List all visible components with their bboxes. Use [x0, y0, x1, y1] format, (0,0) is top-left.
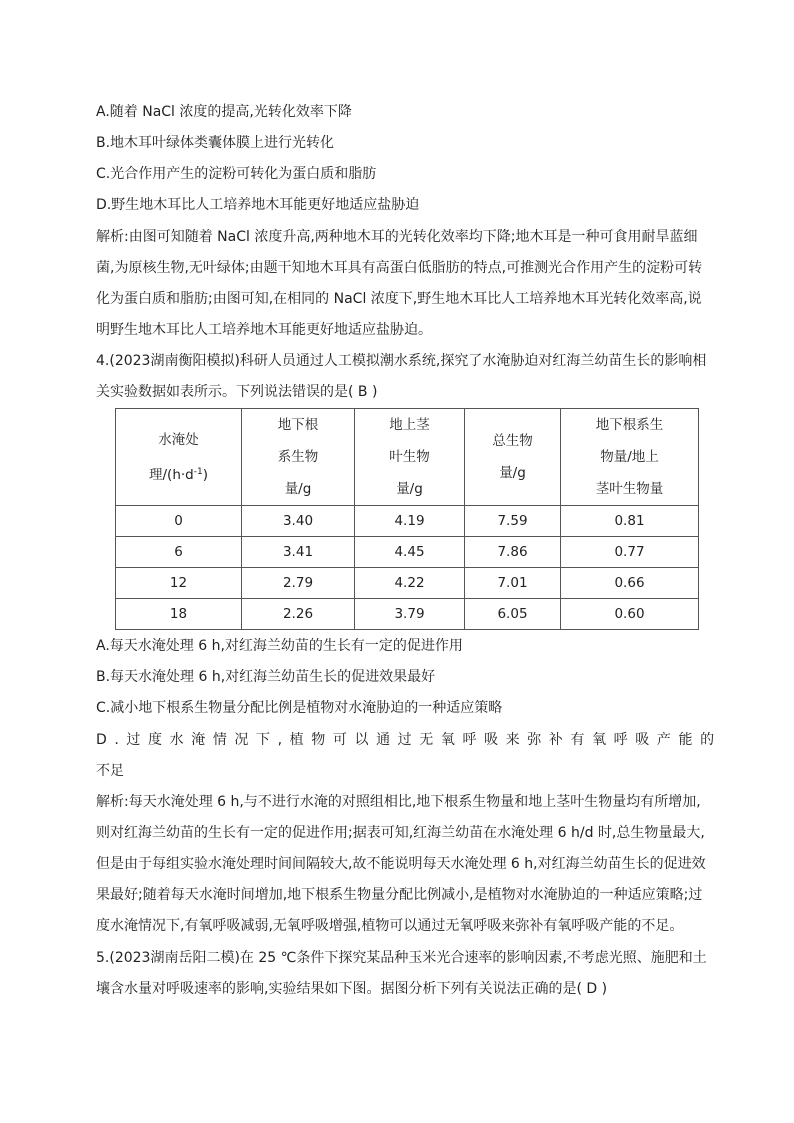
header-line: 总生物	[492, 433, 533, 449]
header-line: 地下根系生	[595, 417, 664, 433]
table-cell: 2.79	[242, 568, 355, 599]
q3-analysis-line: 菌,为原核生物,无叶绿体;由题干知地木耳具有高蛋白低脂肪的特点,可推测光合作用产生的淀粉可转	[96, 260, 703, 276]
table-cell: 6.05	[465, 599, 561, 630]
table-cell: 6	[116, 537, 242, 568]
table-cell: 3.40	[242, 506, 355, 537]
q4-option-c: C.减小地下根系生物量分配比例是植物对水淹胁迫的一种适应策略	[96, 700, 503, 716]
table-row	[116, 568, 699, 599]
header-superscript: -1	[193, 466, 203, 477]
q3-option-b: B.地木耳叶绿体类囊体膜上进行光转化	[96, 135, 335, 151]
q3-option-a: A.随着 NaCl 浓度的提高,光转化效率下降	[96, 104, 352, 120]
q4-analysis-line: 但是由于每组实验水淹处理时间间隔较大,故不能说明每天水淹处理 6 h,对红海兰幼苗生长的促进效	[96, 856, 706, 872]
table-header-cell	[465, 409, 561, 506]
header-line	[116, 456, 241, 491]
header-line: 茎叶生物量	[595, 481, 664, 497]
header-line: 量/g	[499, 465, 526, 481]
table-cell: 0	[116, 506, 242, 537]
table-header-cell	[242, 409, 355, 506]
table-row	[116, 506, 699, 537]
table-cell: 7.59	[465, 506, 561, 537]
table-cell: 4.45	[355, 537, 465, 568]
table-cell: 7.01	[465, 568, 561, 599]
q4-option-a: A.每天水淹处理 6 h,对红海兰幼苗的生长有一定的促进作用	[96, 638, 463, 654]
table-header-cell	[116, 409, 242, 506]
q4-analysis-line: 果最好;随着每天水淹时间增加,地下根系生物量分配比例减小,是植物对水淹胁迫的一种适应策略;过	[96, 887, 703, 903]
table-row	[116, 537, 699, 568]
table-cell: 12	[116, 568, 242, 599]
table-cell: 4.19	[355, 506, 465, 537]
header-line: 地上茎	[389, 417, 430, 433]
header-line: 量/g	[396, 481, 423, 497]
table-cell: 18	[116, 599, 242, 630]
table-header-row	[116, 409, 699, 506]
q4-analysis-line: 度水淹情况下,有氧呼吸减弱,无氧呼吸增强,植物可以通过无氧呼吸来弥补有氧呼吸产能的不足。	[96, 918, 684, 934]
header-line: 叶生物	[389, 449, 430, 465]
header-line: 水淹处	[158, 431, 199, 448]
table-cell: 3.79	[355, 599, 465, 630]
q4-stem-line: 4.(2023湖南衡阳模拟)科研人员通过人工模拟潮水系统,探究了水淹胁迫对红海兰幼苗生长的影响相	[96, 353, 707, 369]
table-cell: 0.66	[561, 568, 699, 599]
header-line: 量/g	[284, 481, 312, 497]
table-header-cell	[355, 409, 465, 506]
q5-stem-line: 壤含水量对呼吸速率的影响,实验结果如下图。据图分析下列有关说法正确的是( D )	[96, 981, 608, 997]
header-line: 地下根	[277, 417, 319, 433]
table-cell: 0.81	[561, 506, 699, 537]
table-cell: 7.86	[465, 537, 561, 568]
q4-option-b: B.每天水淹处理 6 h,对红海兰幼苗生长的促进效果最好	[96, 669, 436, 685]
table-cell: 0.77	[561, 537, 699, 568]
q3-analysis-line: 明野生地木耳比人工培养地木耳能更好地适应盐胁迫。	[96, 322, 432, 338]
q4-analysis-line: 则对红海兰幼苗的生长有一定的促进作用;据表可知,红海兰幼苗在水淹处理 6 h/d 时,总生物量最大,	[96, 825, 705, 841]
q3-option-d: D.野生地木耳比人工培养地木耳能更好地适应盐胁迫	[96, 197, 420, 213]
q4-option-d: D.过度水淹情况下,植物可以通过无氧呼吸来弥补有氧呼吸产能的	[96, 732, 722, 748]
table-row	[116, 599, 699, 630]
table-cell: 4.22	[355, 568, 465, 599]
table-cell: 2.26	[242, 599, 355, 630]
q4-analysis-line: 解析:每天水淹处理 6 h,与不进行水淹的对照组相比,地下根系生物量和地上茎叶生物量均有所增加,	[96, 794, 701, 810]
header-text: )	[202, 466, 208, 483]
table-header-cell	[561, 409, 699, 506]
table-cell: 3.41	[242, 537, 355, 568]
header-text: 理/(h·d	[149, 466, 194, 483]
q3-option-c: C.光合作用产生的淀粉可转化为蛋白质和脂肪	[96, 166, 377, 182]
q4-data-table	[115, 408, 699, 630]
table-cell: 0.60	[561, 599, 699, 630]
q3-analysis-line: 解析:由图可知随着 NaCl 浓度升高,两种地木耳的光转化效率均下降;地木耳是一种可食用耐旱蓝细	[96, 229, 698, 245]
q5-stem-line: 5.(2023湖南岳阳二模)在 25 ℃条件下探究某品种玉米光合速率的影响因素,不考虑光照、施肥和土	[96, 950, 707, 966]
q4-stem-line: 关实验数据如表所示。下列说法错误的是( B )	[96, 384, 378, 400]
header-line: 系生物	[277, 449, 319, 465]
header-line: 物量/地上	[600, 449, 659, 465]
q3-analysis-line: 化为蛋白质和脂肪;由图可知,在相同的 NaCl 浓度下,野生地木耳比人工培养地木耳光转化效率高,说	[96, 291, 702, 307]
q4-option-d-continued: 不足	[96, 763, 124, 779]
